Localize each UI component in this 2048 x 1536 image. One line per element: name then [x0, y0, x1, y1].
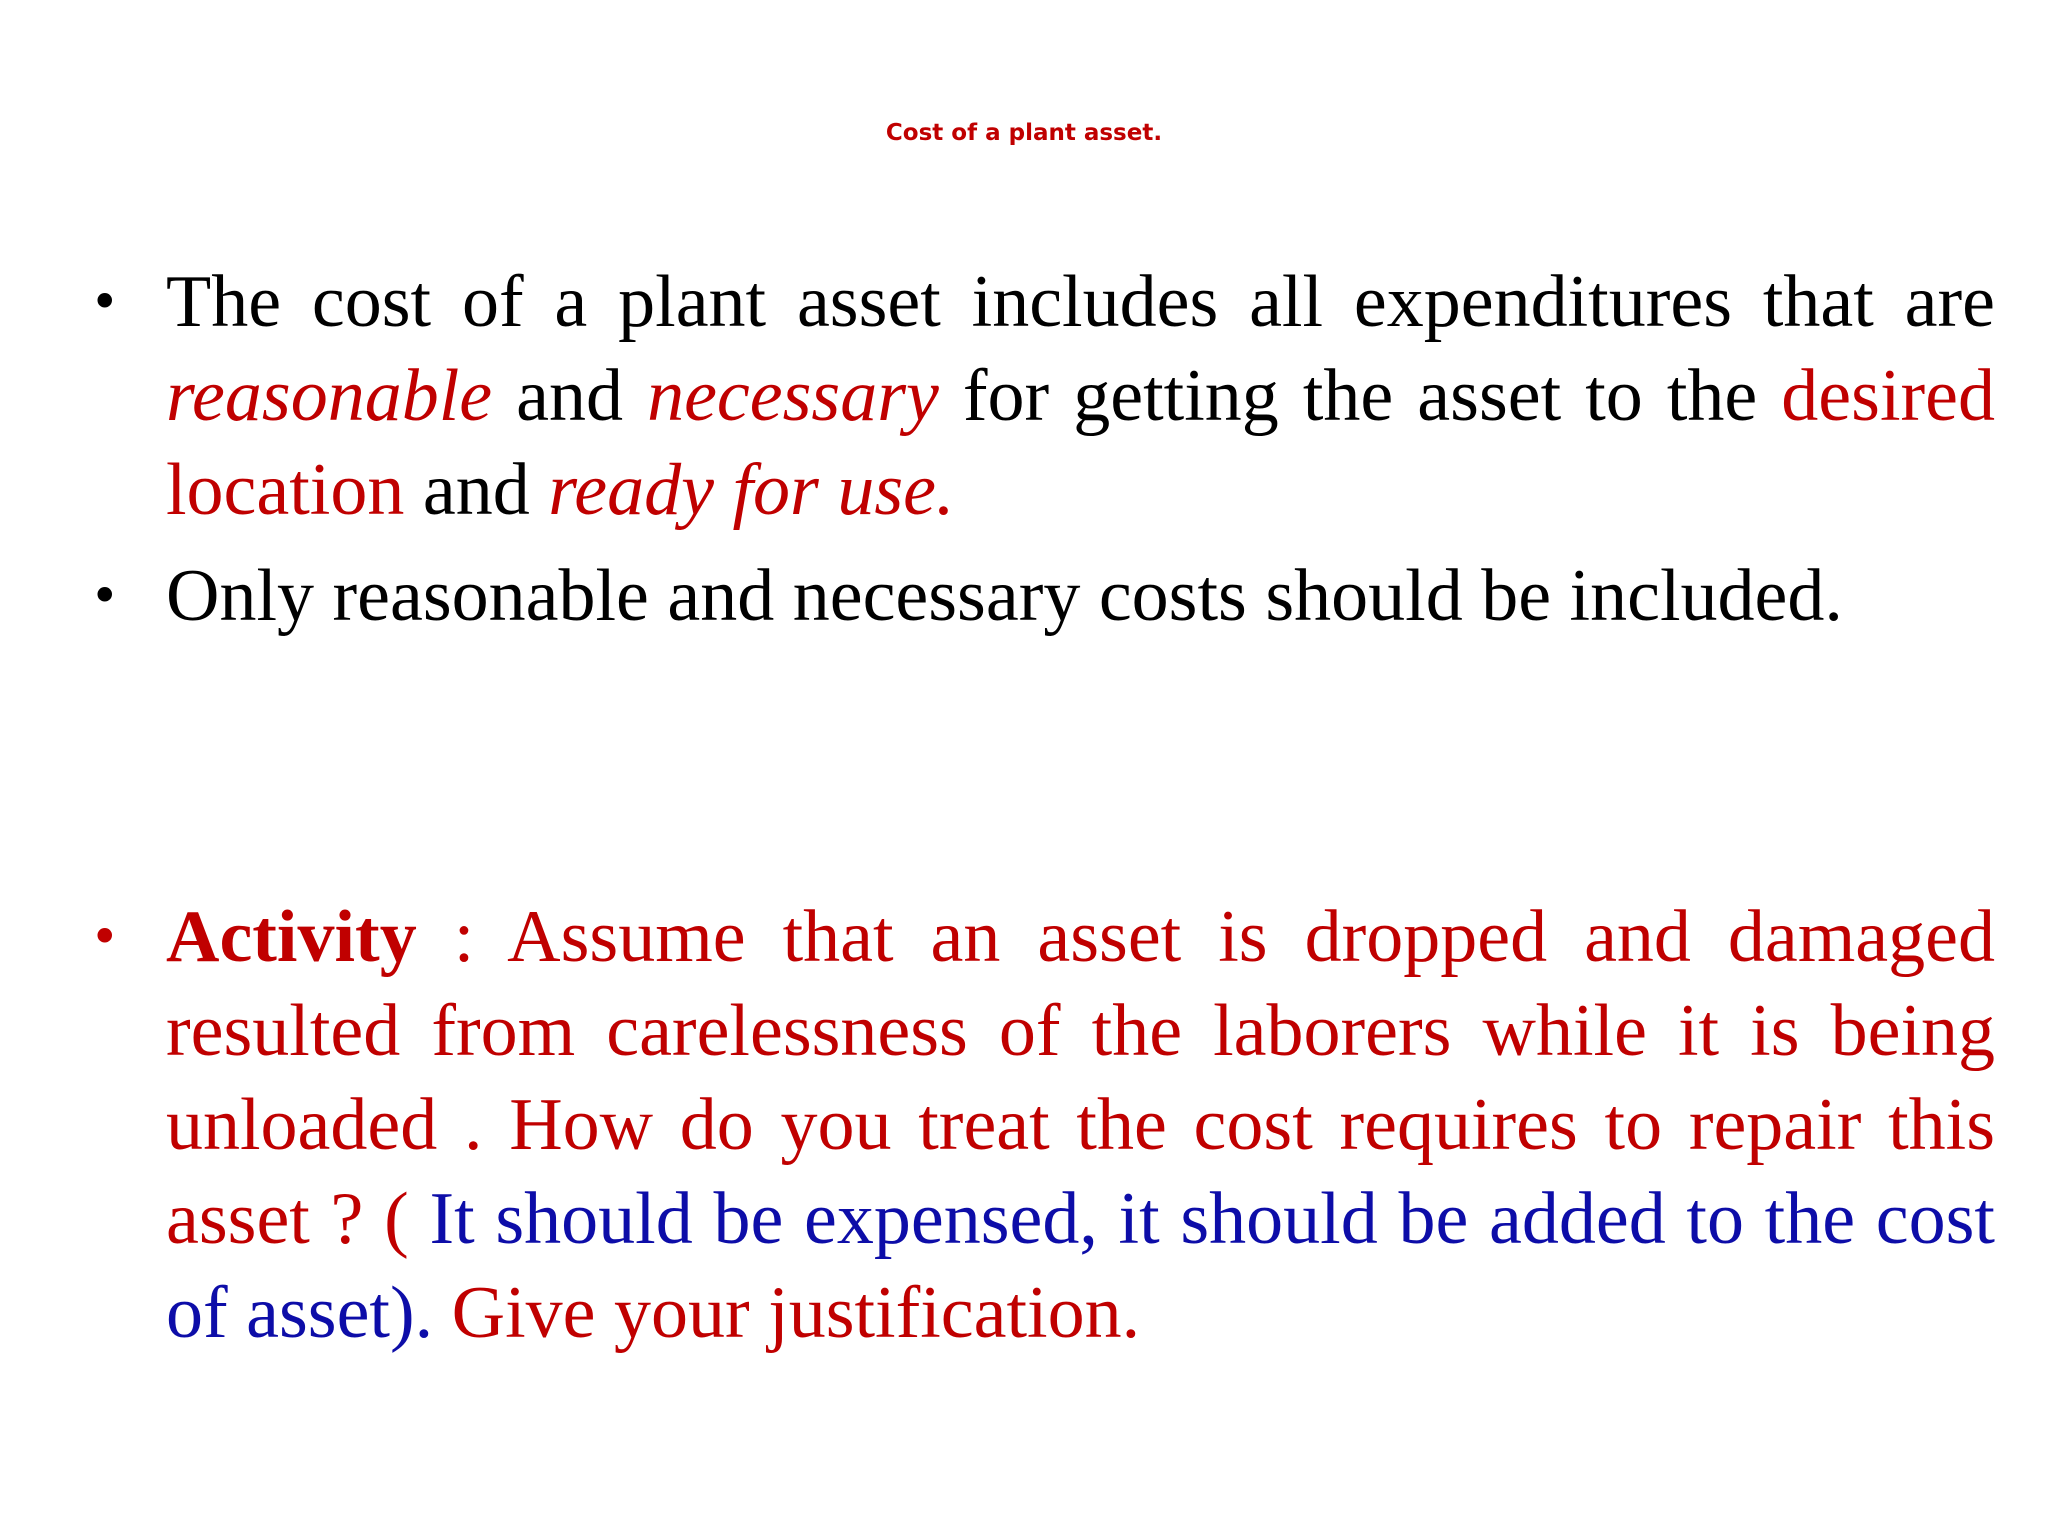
bullet1-necessary: necessary: [647, 355, 939, 437]
bullet-item-cost-definition: [90, 255, 1995, 537]
activity-options: It should be expensed, it should be added to the cost of asset).: [166, 1178, 1995, 1354]
bullet1-desired-location: desired location: [166, 355, 1995, 531]
activity-label: Activity: [166, 896, 417, 978]
bullet-icon: •: [90, 567, 120, 625]
bullet1-text-4: and: [404, 449, 549, 531]
slide-title: Cost of a plant asset.: [885, 120, 1163, 146]
bullet-list-top: [90, 255, 1995, 655]
bullet1-reasonable: reasonable: [166, 355, 493, 437]
bullet-list-bottom: [90, 890, 1995, 1372]
bullet1-text-1: The cost of a plant asset includes all expenditures that are: [166, 261, 1995, 343]
bullet-icon: •: [90, 908, 120, 966]
bullet-item-reasonable-costs: [90, 549, 1995, 643]
bullet-icon: •: [90, 273, 120, 331]
bullet1-text-2: and: [492, 355, 648, 437]
bullet1-text-3: for getting the asset to the: [938, 355, 1782, 437]
bullet-item-activity: [90, 890, 1995, 1360]
activity-question: : Assume that an asset is dropped and damaged resulted from carelessness of the laborers while it is being unloaded . How do you treat the cost requires to repair this asset ? (: [166, 896, 1995, 1260]
activity-justification: Give your justification.: [433, 1272, 1141, 1354]
bullet2-text: Only reasonable and necessary costs should be included.: [166, 555, 1843, 637]
bullet1-ready-for-use: ready for use.: [548, 449, 955, 531]
